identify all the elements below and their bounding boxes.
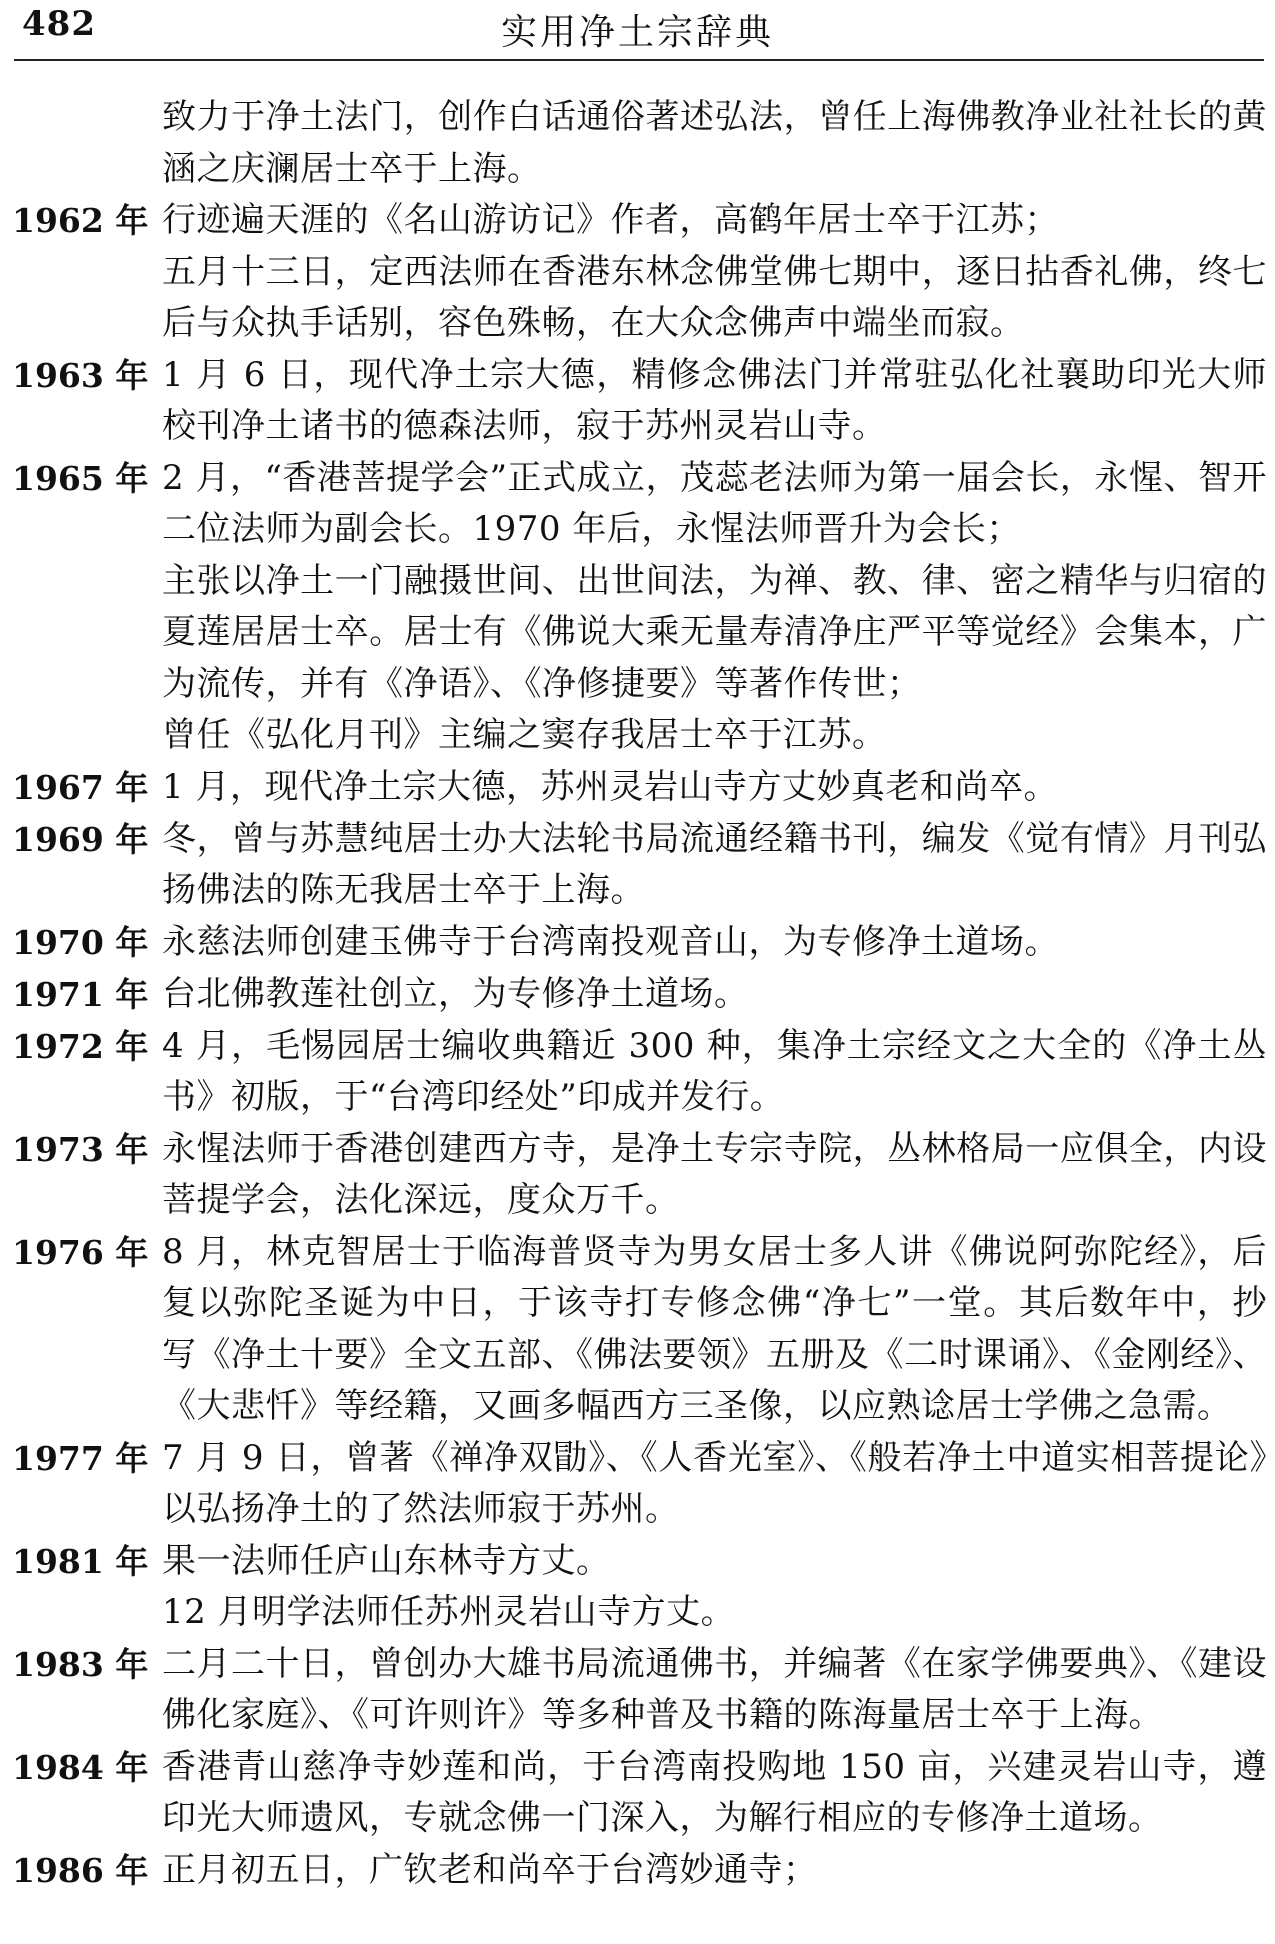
entry-paragraph: 2 月，“香港菩提学会”正式成立，茂蕊老法师为第一届会长，永惺、智开二位法师为副会长。1970 年后，永惺法师晋升为会长； (162, 457, 1267, 549)
chronology-entries (12, 92, 1267, 1897)
chronology-entry (12, 917, 1267, 969)
entry-year: 1981 年 (12, 1541, 149, 1581)
entry-year: 1965 年 (12, 458, 149, 498)
running-title: 实用净土宗辞典 (500, 12, 774, 53)
entry-body (162, 1227, 1267, 1433)
entry-body (162, 1639, 1267, 1742)
entry-body (162, 350, 1267, 453)
chronology-entry (12, 1021, 1267, 1124)
chronology-entry (12, 1433, 1267, 1536)
entry-paragraph: 7 月 9 日，曾著《禅净双勖》、《人香光室》、《般若净土中道实相菩提论》以弘扬净土的了然法师寂于苏州。 (162, 1437, 1267, 1529)
entry-paragraph: 冬，曾与苏慧纯居士办大法轮书局流通经籍书刊，编发《觉有情》月刊弘扬佛法的陈无我居士卒于上海。 (162, 818, 1267, 910)
entry-paragraph: 致力于净土法门，创作白话通俗著述弘法，曾任上海佛教净业社社长的黄涵之庆澜居士卒于上海。 (162, 97, 1267, 189)
entry-body (162, 917, 1267, 969)
entry-body (162, 1536, 1267, 1639)
chronology-entry (12, 969, 1267, 1021)
entry-year: 1973 年 (12, 1129, 149, 1169)
entry-paragraph: 主张以净土一门融摄世间、出世间法，为禅、教、律、密之精华与归宿的夏莲居居士卒。居士有《佛说大乘无量寿清净庄严平等觉经》会集本，广为流传，并有《净语》、《净修捷要》等著作传世； (162, 560, 1267, 704)
entry-paragraph: 8 月，林克智居士于临海普贤寺为男女居士多人讲《佛说阿弥陀经》，后复以弥陀圣诞为中日，于该寺打专修念佛“净七”一堂。其后数年中，抄写《净土十要》全文五部、《佛法要领》五册及《二时课诵》、《金刚经》、《大悲忏》等经籍，又画多幅西方三圣像，以应熟谂居士学佛之急需。 (162, 1231, 1267, 1426)
entry-body (162, 195, 1267, 350)
entry-paragraph: 1 月 6 日，现代净土宗大德，精修念佛法门并常驻弘化社襄助印光大师校刊净土诸书的德森法师，寂于苏州灵岩山寺。 (162, 354, 1267, 446)
page-header (0, 0, 1275, 70)
entry-body (162, 1742, 1267, 1845)
entry-body (162, 92, 1267, 195)
entry-paragraph: 永惺法师于香港创建西方寺，是净土专宗寺院，丛林格局一应俱全，内设菩提学会，法化深远，度众万千。 (162, 1128, 1267, 1220)
chronology-entry (12, 762, 1267, 814)
chronology-entry (12, 1124, 1267, 1227)
entry-year: 1970 年 (12, 922, 149, 962)
entry-year: 1963 年 (12, 355, 149, 395)
entry-paragraph: 行迹遍天涯的《名山游访记》作者，高鹤年居士卒于江苏； (162, 200, 1059, 240)
entry-year: 1967 年 (12, 767, 149, 807)
entry-paragraph: 4 月，毛惕园居士编收典籍近 300 种，集净土宗经文之大全的《净土丛书》初版，于“台湾印经处”印成并发行。 (162, 1025, 1267, 1117)
entry-year: 1986 年 (12, 1850, 149, 1890)
entry-paragraph: 1 月，现代净土宗大德，苏州灵岩山寺方丈妙真老和尚卒。 (162, 766, 1058, 807)
chronology-entry (12, 195, 1267, 350)
entry-year: 1969 年 (12, 819, 149, 859)
entry-year: 1962 年 (12, 201, 149, 240)
entry-paragraph: 正月初五日，广钦老和尚卒于台湾妙通寺； (162, 1849, 818, 1890)
header-divider (14, 59, 1264, 61)
entry-body (162, 762, 1267, 814)
entry-body (162, 1433, 1267, 1536)
entry-year: 1983 年 (12, 1644, 149, 1684)
entry-paragraph: 果一法师任庐山东林寺方丈。 (162, 1540, 611, 1581)
entry-body (162, 453, 1267, 762)
entry-year: 1976 年 (12, 1232, 149, 1272)
chronology-entry (12, 814, 1267, 917)
entry-paragraph: 12 月明学法师任苏州灵岩山寺方丈。 (162, 1592, 736, 1632)
chronology-entry (12, 1639, 1267, 1742)
chronology-entry (12, 1536, 1267, 1639)
entry-paragraph: 台北佛教莲社创立，为专修净土道场。 (162, 973, 749, 1014)
entry-paragraph: 五月十三日，定西法师在香港东林念佛堂佛七期中，逐日拈香礼佛，终七后与众执手话别，容色殊畅，在大众念佛声中端坐而寂。 (162, 251, 1267, 343)
chronology-entry (12, 453, 1267, 762)
entry-body (162, 1845, 1267, 1897)
entry-paragraph: 香港青山慈净寺妙莲和尚，于台湾南投购地 150 亩，兴建灵岩山寺，遵印光大师遗风，专就念佛一门深入，为解行相应的专修净土道场。 (162, 1746, 1267, 1838)
entry-body (162, 1124, 1267, 1227)
entry-year: 1972 年 (12, 1026, 149, 1066)
entry-year: 1984 年 (12, 1747, 149, 1787)
chronology-entry (12, 1742, 1267, 1845)
chronology-entry (12, 1845, 1267, 1897)
chronology-entry (12, 92, 1267, 195)
page-number: 482 (22, 4, 96, 44)
entry-year: 1977 年 (12, 1438, 149, 1478)
entry-body (162, 814, 1267, 917)
entry-paragraph: 曾任《弘化月刊》主编之窦存我居士卒于江苏。 (162, 715, 887, 755)
entry-body (162, 969, 1267, 1021)
entry-paragraph: 永慈法师创建玉佛寺于台湾南投观音山，为专修净土道场。 (162, 921, 1059, 962)
chronology-entry (12, 350, 1267, 453)
entry-year: 1971 年 (12, 974, 149, 1014)
entry-paragraph: 二月二十日，曾创办大雄书局流通佛书，并编著《在家学佛要典》、《建设佛化家庭》、《可许则许》等多种普及书籍的陈海量居士卒于上海。 (162, 1643, 1267, 1735)
entry-body (162, 1021, 1267, 1124)
chronology-entry (12, 1227, 1267, 1433)
